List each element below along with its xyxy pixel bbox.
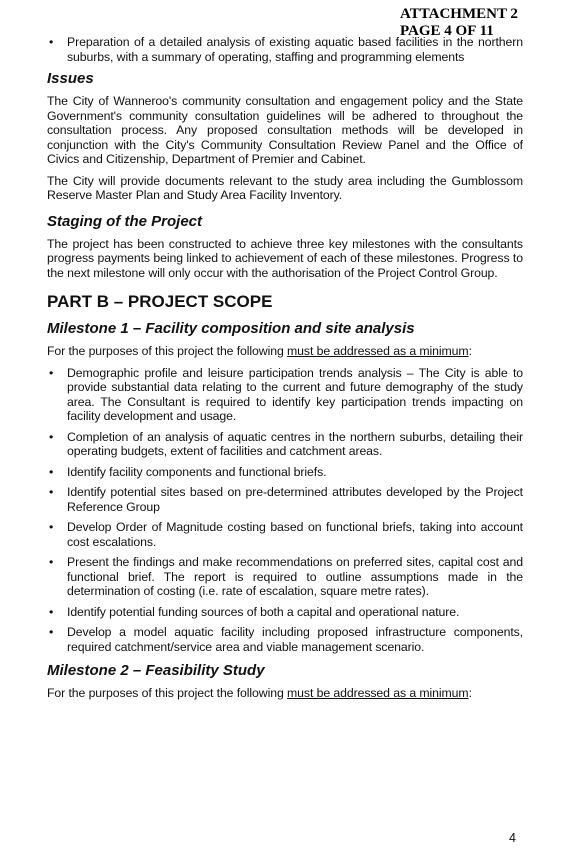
intro-bullet-list bbox=[47, 35, 523, 64]
bullet-icon: • bbox=[49, 429, 54, 444]
list-item-text: Identify potential sites based on pre-determined attributes developed by the Project Reference Group bbox=[67, 485, 523, 514]
intro-suffix: : bbox=[468, 686, 472, 700]
bullet-icon: • bbox=[49, 485, 54, 499]
milestone-1-heading: Milestone 1 – Facility composition and site analysis bbox=[47, 320, 415, 337]
milestone-2-intro bbox=[47, 686, 523, 701]
list-item-text: Develop a model aquatic facility including proposed infrastructure components, required catchment/service area and viable management scenario. bbox=[67, 625, 523, 654]
intro-suffix: : bbox=[468, 344, 472, 358]
milestone-1-list bbox=[47, 366, 523, 655]
bullet-icon: • bbox=[49, 464, 54, 479]
issues-paragraph-1: The City of Wanneroo's community consultation and engagement policy and the State Government's community consultation guidelines will be adhered to throughout the consultation process. Any proposed consultation methods will be developed in conjunction with the City's Community Consultation Review Panel and the Office of Civics and Citizenship, Department of Premier and Cabinet. bbox=[47, 94, 523, 166]
page-count-label: PAGE 4 OF 11 bbox=[400, 23, 494, 39]
milestone-2-heading: Milestone 2 – Feasibility Study bbox=[47, 662, 265, 679]
list-item-text: Identify potential funding sources of both a capital and operational nature. bbox=[67, 604, 460, 619]
bullet-icon: • bbox=[49, 604, 54, 619]
page-number: 4 bbox=[509, 831, 516, 845]
bullet-icon: • bbox=[49, 365, 54, 380]
list-item bbox=[47, 35, 523, 64]
list-item-text: Develop Order of Magnitude costing based on functional briefs, taking into account cost escalations. bbox=[67, 520, 523, 549]
intro-underlined-text: must be addressed as a minimum bbox=[287, 686, 469, 700]
list-item bbox=[47, 605, 523, 620]
list-item-text: Completion of an analysis of aquatic centres in the northern suburbs, detailing their operating budgets, extent of facilities and catchment areas. bbox=[67, 429, 523, 458]
list-item-text: Identify facility components and functional briefs. bbox=[67, 464, 327, 479]
list-item bbox=[47, 430, 523, 459]
bullet-icon: • bbox=[49, 625, 54, 639]
issues-paragraph-2: The City will provide documents relevant to the study area including the Gumblossom Reserve Master Plan and Study Area Facility Inventory. bbox=[47, 173, 523, 202]
list-item bbox=[47, 555, 523, 599]
bullet-icon: • bbox=[49, 555, 54, 569]
list-item bbox=[47, 625, 523, 654]
staging-paragraph: The project has been constructed to achieve three key milestones with the consultants progress payments being linked to achievement of each of these milestones. Progress to the next milestone will only occur with the authorisation of the Project Control Group. bbox=[47, 236, 523, 280]
attachment-label: ATTACHMENT 2 bbox=[400, 6, 518, 22]
list-item-text: Demographic profile and leisure participation trends analysis – The City is able to provide substantial data relating to the current and future demography of the study area. The Consultant is required to identify key participation trends impacting on facility development and usage. bbox=[67, 365, 523, 423]
staging-heading: Staging of the Project bbox=[47, 212, 203, 230]
bullet-icon: • bbox=[49, 35, 54, 49]
milestone-1-intro bbox=[47, 344, 523, 359]
document-body bbox=[47, 35, 523, 708]
list-item bbox=[47, 520, 523, 549]
list-item-text: Preparation of a detailed analysis of existing aquatic based facilities in the northern suburbs, with a summary of operating, staffing and programming elements bbox=[67, 35, 523, 64]
intro-text: For the purposes of this project the following bbox=[47, 344, 288, 358]
list-item bbox=[47, 366, 523, 424]
intro-text: For the purposes of this project the following bbox=[47, 686, 288, 700]
bullet-icon: • bbox=[49, 520, 54, 534]
list-item bbox=[47, 465, 523, 480]
list-item bbox=[47, 485, 523, 514]
issues-heading: Issues bbox=[47, 70, 94, 87]
part-b-heading: PART B – PROJECT SCOPE bbox=[47, 292, 273, 311]
intro-underlined-text: must be addressed as a minimum bbox=[287, 344, 469, 358]
list-item-text: Present the findings and make recommendations on preferred sites, capital cost and functional brief. The report is required to outline assumptions made in the determination of costing (i.e. rate of escalation, square metre rates). bbox=[67, 555, 523, 598]
